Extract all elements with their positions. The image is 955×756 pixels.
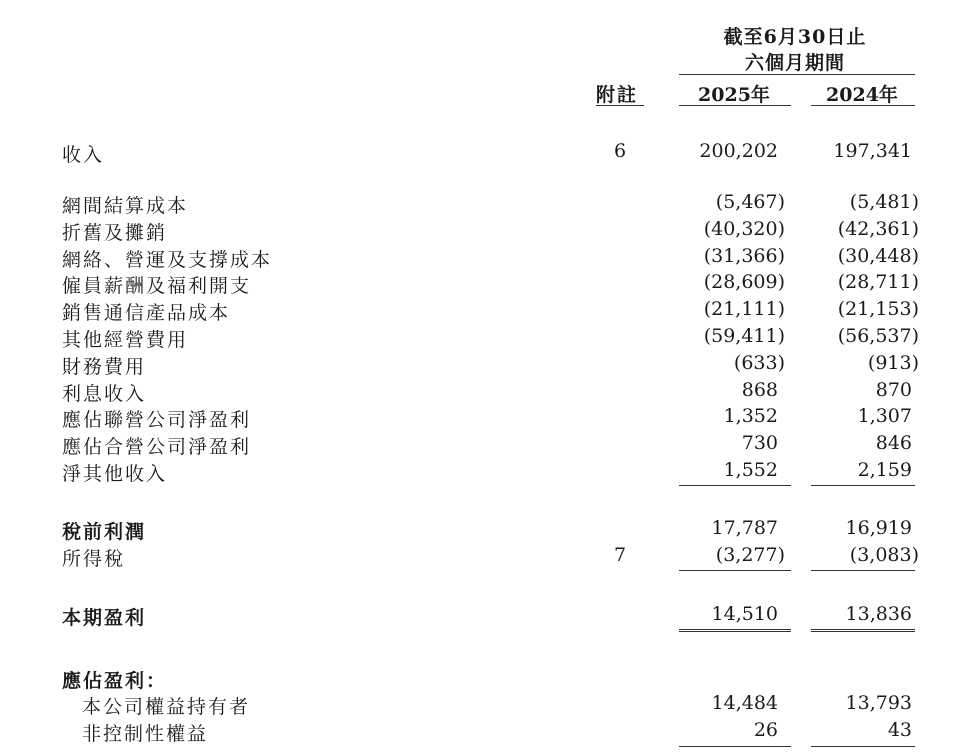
row-label-network-operation-cost: 網絡、營運及支撐成本 <box>62 249 273 271</box>
row-value-2024-interest-income: 870 <box>875 379 912 401</box>
row-label-employee-benefits: 僱員薪酬及福利開支 <box>62 275 252 297</box>
row-value-2024-telecom-products-cost: (21,153) <box>837 298 919 320</box>
row-value-2024-profit-for-period: 13,836 <box>845 603 912 625</box>
row-label-equity-holders: 本公司權益持有者 <box>82 696 251 718</box>
row-value-2025-non-controlling-interests: 26 <box>753 719 778 741</box>
row-label-income-tax: 所得稅 <box>62 548 126 570</box>
row-value-2025-finance-costs: (633) <box>733 352 785 374</box>
row-note-income-tax: 7 <box>614 544 627 566</box>
row-value-2024-finance-costs: (913) <box>867 352 919 374</box>
row-value-2024-revenue: 197,341 <box>833 140 912 162</box>
row-label-non-controlling-interests: 非控制性權益 <box>82 723 209 745</box>
row-value-2024-profit-before-tax: 16,919 <box>845 517 912 539</box>
row-value-2024-equity-holders: 13,793 <box>845 692 912 714</box>
year-2025-header-rule <box>679 105 791 106</box>
row-label-finance-costs: 財務費用 <box>62 356 147 378</box>
row-value-2025-revenue: 200,202 <box>699 140 778 162</box>
note-header-rule <box>596 105 644 106</box>
note-column-header: 附註 <box>596 84 639 106</box>
row-value-2025-depreciation: (40,320) <box>703 218 785 240</box>
row-value-2024-net-other-income: 2,159 <box>857 459 912 481</box>
row-value-2024-share-of-associates: 1,307 <box>857 405 912 427</box>
row-value-2025-share-of-joint-ventures: 730 <box>741 432 778 454</box>
year-2024-header: 2024年 <box>826 84 898 106</box>
row-value-2024-other-operating-expenses: (56,537) <box>837 325 919 347</box>
row-value-2024-interconnection-cost: (5,481) <box>849 191 919 213</box>
row-label-profit-before-tax: 稅前利潤 <box>62 521 147 543</box>
row-note-revenue: 6 <box>614 140 627 162</box>
row-value-2025-network-operation-cost: (31,366) <box>703 245 785 267</box>
year-2025-header: 2025年 <box>698 84 770 106</box>
row-label-interconnection-cost: 網間結算成本 <box>62 195 189 217</box>
period-header-line1: 截至6月30日止 <box>723 26 867 48</box>
row-label-profit-for-period: 本期盈利 <box>62 607 147 629</box>
row-label-depreciation: 折舊及攤銷 <box>62 222 168 244</box>
row-value-2025-employee-benefits: (28,609) <box>703 271 785 293</box>
row-value-2025-other-operating-expenses: (59,411) <box>703 325 785 347</box>
row-value-2024-income-tax: (3,083) <box>849 544 919 566</box>
row-value-2025-interconnection-cost: (5,467) <box>715 191 785 213</box>
row-value-2025-net-other-income: 1,552 <box>723 459 778 481</box>
total-double-rule-2024 <box>811 629 915 634</box>
total-double-rule-2025 <box>679 629 791 634</box>
row-value-2025-profit-for-period: 14,510 <box>711 603 778 625</box>
row-value-2024-non-controlling-interests: 43 <box>887 719 912 741</box>
period-header-rule <box>679 74 915 75</box>
row-value-2025-share-of-associates: 1,352 <box>723 405 778 427</box>
row-value-2025-telecom-products-cost: (21,111) <box>703 298 785 320</box>
row-value-2025-equity-holders: 14,484 <box>711 692 778 714</box>
row-label-other-operating-expenses: 其他經營費用 <box>62 329 189 351</box>
row-label-net-other-income: 淨其他收入 <box>62 463 168 485</box>
subtotal-rule-2024 <box>811 485 915 486</box>
row-label-attributable-to: 應佔盈利： <box>62 670 168 692</box>
row-value-2024-depreciation: (42,361) <box>837 218 919 240</box>
row-label-telecom-products-cost: 銷售通信產品成本 <box>62 302 231 324</box>
row-value-2025-profit-before-tax: 17,787 <box>711 517 778 539</box>
row-label-revenue: 收入 <box>62 144 105 166</box>
row-label-share-of-joint-ventures: 應佔合營公司淨盈利 <box>62 436 252 458</box>
row-label-interest-income: 利息收入 <box>62 383 147 405</box>
tax-rule-2025 <box>679 570 791 571</box>
bottom-rule-2025 <box>679 746 791 747</box>
row-value-2025-income-tax: (3,277) <box>715 544 785 566</box>
row-label-share-of-associates: 應佔聯營公司淨盈利 <box>62 409 252 431</box>
subtotal-rule-2025 <box>679 485 791 486</box>
year-2024-header-rule <box>811 105 915 106</box>
row-value-2025-interest-income: 868 <box>741 379 778 401</box>
bottom-rule-2024 <box>811 746 915 747</box>
tax-rule-2024 <box>811 570 915 571</box>
row-value-2024-employee-benefits: (28,711) <box>837 271 919 293</box>
row-value-2024-network-operation-cost: (30,448) <box>837 245 919 267</box>
row-value-2024-share-of-joint-ventures: 846 <box>875 432 912 454</box>
period-header-line2: 六個月期間 <box>744 52 845 74</box>
